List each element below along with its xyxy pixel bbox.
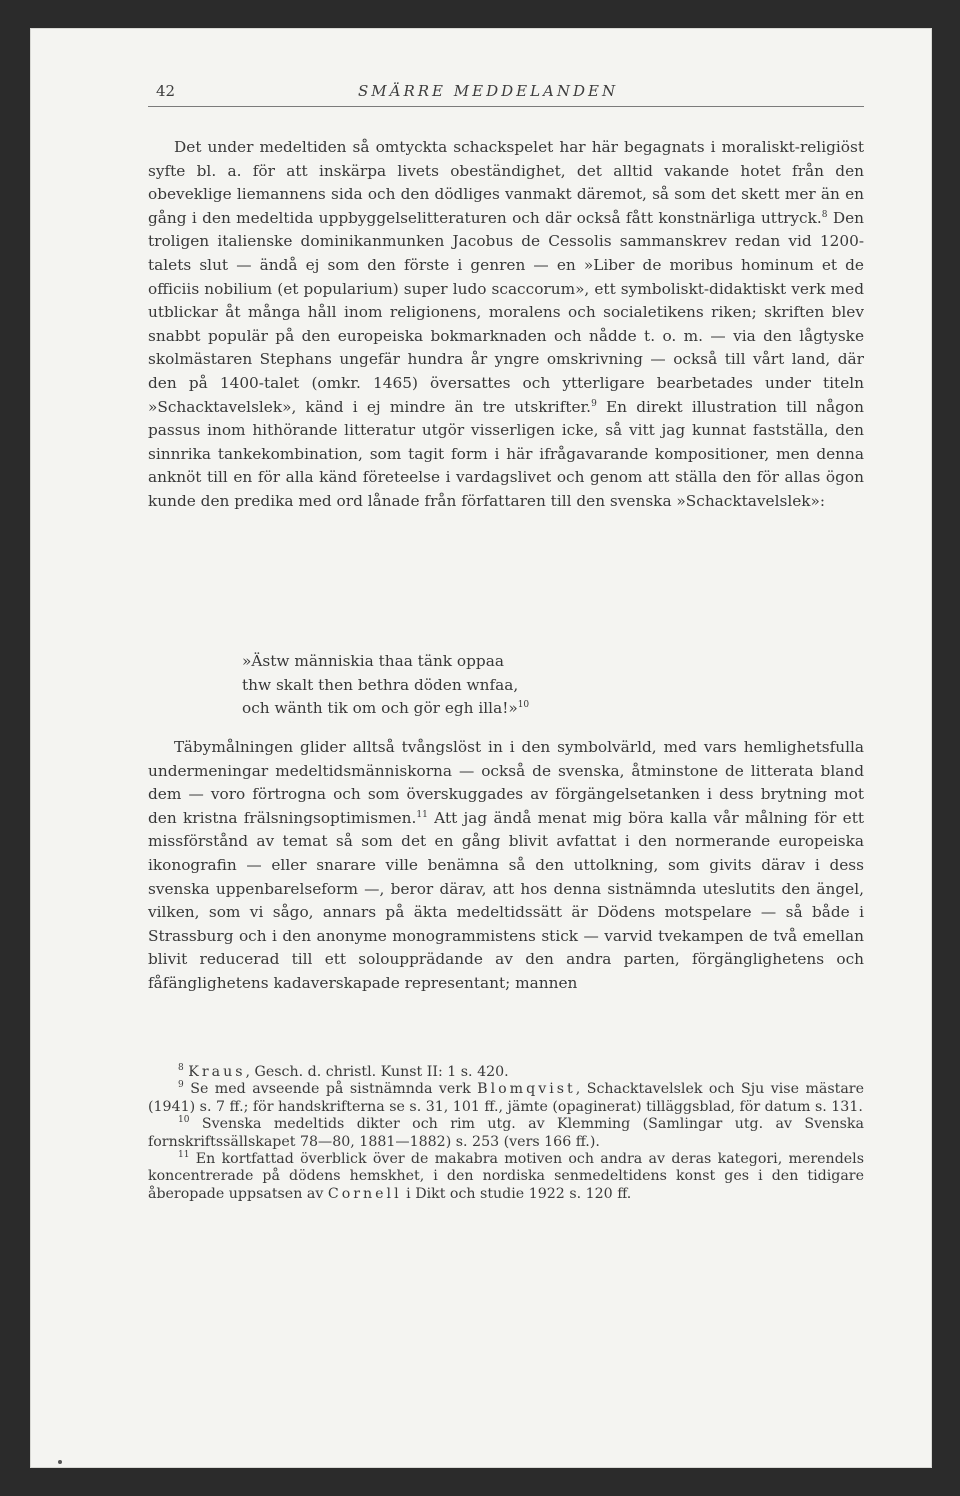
paragraph-1	[148, 136, 864, 514]
footnote-8	[148, 1064, 864, 1081]
footnote-10	[148, 1116, 864, 1151]
footnote-9-text: , Schacktavelslek och Sju vise mästare (1941) s. 7 ff.; för handskrifterna se s. 31, 101 ff., jämte (opaginerat) tilläggsblad, för datum s. 131.	[148, 1081, 864, 1115]
footnote-ref-9: 9	[591, 398, 597, 409]
footnote-9-mark: 9	[178, 1080, 184, 1091]
verse-line-3: och wänth tik om och gör egh illa!»	[242, 699, 518, 718]
main-text-block-2	[148, 736, 864, 996]
paragraph-1-part-b: Den troligen italienske dominikanmunken Jacobus de Cessolis sammanskrev redan vid 1200-talets slut — ändå ej som den förste i genren — en »Liber de moribus hominum et de officiis nobilium (et popularium) super ludo scaccorum», ett symboliskt-didaktiskt verk med utblickar åt många håll inom religionens, moralens och socialetikens riken; skriften blev snabbt populär på den europeiska bokmarknaden och nådde t. o. m. — via den lågtyske skolmästaren Stephans ungefär hundra år yngre omskrivning — också till vårt land, där den på 1400-talet (omkr. 1465) översattes och ytterligare bearbetades under titeln »Schacktavelslek», känd i ej mindre än tre utskrifter.	[148, 208, 864, 416]
footnote-8-mark: 8	[178, 1063, 184, 1073]
footnote-11-mark: 11	[178, 1150, 190, 1161]
footnote-8-author: Kraus	[188, 1064, 246, 1080]
footnote-ref-11: 11	[416, 809, 428, 820]
paragraph-1-part-a: Det under medeltiden så omtyckta schackspelet har här begagnats i moraliskt-religiöst syfte bl. a. för att inskärpa livets obeständighet, det alltid vakande hotet från den obeveklige liemannens sida och den dödliges vanmakt däremot, så som det skett mer än en gång i den medeltida uppbyggelselitteraturen och där också fått konstnärliga uttryck.	[148, 138, 864, 227]
footnote-11	[148, 1151, 864, 1203]
verse-line-3-wrap	[242, 697, 762, 721]
scan-speck	[58, 1460, 62, 1464]
footnote-10-mark: 10	[178, 1115, 190, 1126]
verse-line-2: thw skalt then bethra döden wnfaa,	[242, 675, 519, 694]
page-header	[148, 78, 864, 107]
verse-line-1: »Ästw människia thaa tänk oppaa	[242, 652, 504, 670]
main-text-block	[148, 136, 864, 514]
paragraph-2-part-b: Att jag ändå menat mig böra kalla vår målning för ett missförstånd av temat så som det en gång blivit avfattat i den normerande europeiska ikonografin — eller snarare ville benämna så den uttolkning, som givits därav i dess svenska uppenbarelseform —, beror därav, att hos denna sistnämnda uteslutits den ängel, vilken, som vi sågo, annars på äkta medeltidssätt är Dödens motspelare — så både i Strassburg och i den anonyme monogrammistens stick — varvid tvekampen de två emellan blivit reducerad till ett soloupprädande av den andra parten, förgänglighetens och fåfänglighetens kadaverskapade representant; mannen	[148, 808, 865, 992]
paragraph-2-part-a: Täbymålningen glider alltså tvångslöst in i den symbolvärld, med vars hemlighetsfulla undermeningar medeltidsmänniskorna — också de svenska, åtminstone de litterata bland dem — voro förtrogna och som överskuggades av förgängelsetanken i dess brytning mot den kristna frälsningsoptimismen.	[148, 738, 864, 827]
footnote-ref-8: 8	[821, 209, 828, 220]
footnote-9	[148, 1081, 864, 1116]
footnote-9-author: Blomqvist	[477, 1081, 576, 1098]
footnote-11-text: i Dikt och studie 1922 s. 120 ff.	[401, 1185, 632, 1202]
running-head: SMÄRRE MEDDELANDEN	[358, 82, 619, 100]
footnote-11-pre: En kortfattad överblick över de makabra motiven och andra av deras kategori, merendels koncentrerade på dödens hemskhet, i den nordiska senmedeltidens konst ges i den tidigare åberopade uppsatsen av	[148, 1151, 864, 1202]
page-number: 42	[156, 82, 176, 100]
paragraph-2	[148, 736, 864, 996]
footnote-9-pre: Se med avseende på sistnämnda verk	[190, 1081, 478, 1098]
footnotes	[148, 1064, 864, 1203]
footnote-8-text: , Gesch. d. christl. Kunst II: 1 s. 420.	[245, 1064, 509, 1080]
paragraph-1-part-c: En direkt illustration till någon passus inom hithörande litteratur utgör visserligen icke, så vitt jag kunnat fastställa, den sinnrika tankekombination, som tagit form i här ifrågavarande kompositioner, men denna anknöt till en för alla känd företeelse i vardagslivet och genom att ställa den för allas ögon kunde den predika med ord lånade från författaren till den svenska »Schacktavelslek»:	[148, 397, 864, 510]
footnote-ref-10: 10	[517, 700, 530, 711]
footnote-10-text: Svenska medeltids dikter och rim utg. av Klemming (Samlingar utg. av Svenska fornskriftssällskapet 78—80, 1881—1882) s. 253 (vers 166 ff.).	[148, 1116, 864, 1150]
footnote-11-author: Cornell	[327, 1185, 402, 1202]
verse-quote	[242, 650, 762, 721]
